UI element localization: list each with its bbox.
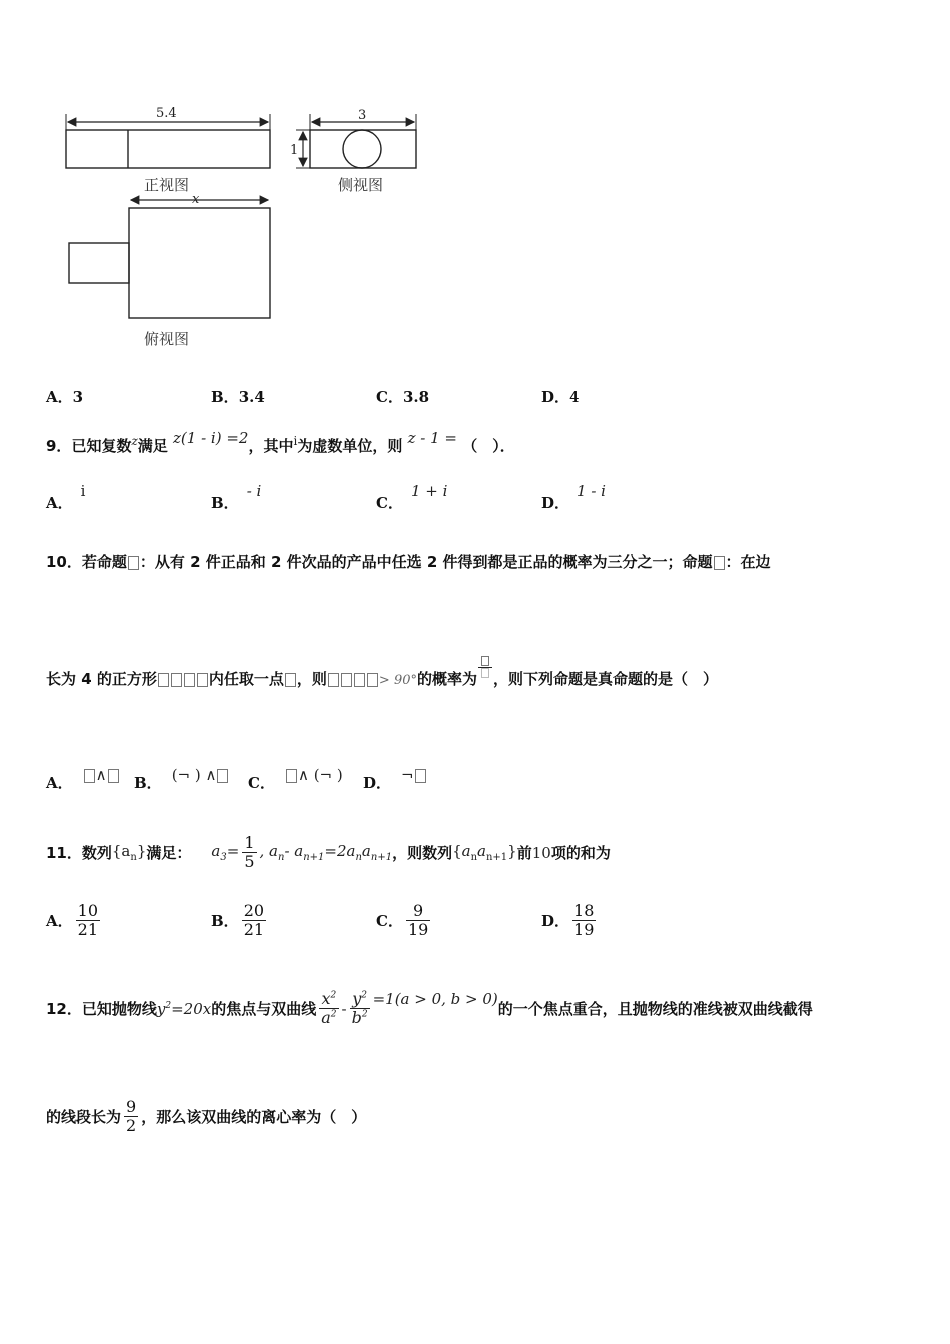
front-caption: 正视图	[144, 176, 190, 194]
option-letter: C．	[376, 494, 403, 512]
option-text: i	[80, 482, 86, 500]
stem-text: ，则	[296, 670, 327, 688]
front-dim-label: 5.4	[156, 106, 177, 121]
option-text: 1 - i	[577, 482, 606, 500]
q9-stem	[46, 429, 515, 456]
stem-text: 满足：	[146, 844, 192, 863]
minus-sign: -	[341, 999, 347, 1018]
top-caption: 俯视图	[144, 330, 190, 348]
option-letter: B．	[211, 494, 239, 512]
q9-option-d[interactable]	[541, 482, 606, 513]
option-letter: C．	[248, 774, 275, 792]
option-letter: C．	[376, 912, 403, 931]
option-fraction: $\frac{10}{21}$	[77, 901, 98, 940]
stem-text: 已知复数	[71, 437, 132, 455]
three-view-figure	[0, 0, 450, 360]
stem-text: 若命题	[81, 553, 127, 571]
placeholder-vertex	[158, 673, 169, 687]
stem-text: 项的和为	[550, 844, 611, 863]
stem-text: 已知抛物线	[81, 1000, 157, 1019]
placeholder-q	[217, 769, 228, 783]
side-view	[290, 108, 416, 194]
stem-text: ，其中	[248, 437, 294, 455]
stem-text: ，则数列	[392, 844, 453, 863]
fraction-nine-halves: $\frac{9}{2}$	[126, 1097, 137, 1136]
placeholder-p	[84, 769, 95, 783]
top-view	[69, 192, 270, 348]
front-view	[66, 106, 270, 194]
stem-text: 为虚数单位，则	[297, 437, 403, 455]
option-letter: C．	[376, 388, 403, 406]
stem-text: 的一个焦点重合，且抛物线的准线被双曲线截得	[497, 1000, 813, 1019]
option-letter: A．	[46, 912, 73, 931]
q10-option-a[interactable]	[46, 766, 120, 793]
option-letter: A．	[46, 388, 73, 406]
question-number: 10．	[46, 553, 82, 571]
probability-fraction	[478, 656, 492, 679]
placeholder-vertex	[197, 673, 208, 687]
placeholder-p	[286, 769, 297, 783]
option-fraction: $\frac{9}{19}$	[407, 901, 429, 940]
math-expression: z - 1 =	[407, 429, 457, 447]
option-text: 3	[72, 388, 84, 406]
number-ten: 10	[531, 843, 551, 862]
math-angle: > 90°	[378, 673, 417, 688]
option-letter: A．	[46, 774, 73, 792]
placeholder-q	[415, 769, 426, 783]
placeholder-angle	[354, 673, 365, 687]
sequence-anan1: $\{a_na_{n+1}\}$	[452, 842, 517, 864]
stem-text: 前	[516, 844, 532, 863]
option-text: - i	[246, 482, 262, 500]
math-equation: z(1 - i) =2	[173, 429, 249, 447]
question-number: 11．	[46, 844, 82, 863]
option-text: ¬	[401, 766, 414, 784]
option-letter: D．	[541, 388, 570, 406]
side-caption: 侧视图	[338, 176, 384, 194]
question-number: 12．	[46, 1000, 82, 1019]
placeholder-vertex	[184, 673, 195, 687]
stem-text: 数列	[81, 844, 112, 863]
stem-text: 满足	[137, 437, 168, 455]
placeholder-symbol-p	[128, 556, 139, 570]
q12-stem-line2	[46, 1098, 366, 1136]
option-letter: D．	[541, 494, 570, 512]
q10-option-c[interactable]	[248, 766, 343, 793]
stem-text: 的概率为	[417, 670, 478, 688]
math-parabola: $y^2=20x$	[156, 999, 212, 1018]
math-recurrence: , $a_n-$ $a_{n+1}=2a_na_{n+1}$	[259, 842, 393, 864]
math-z: z	[131, 434, 138, 448]
option-text: 1 + i	[410, 482, 448, 500]
side-dim-label: 3	[358, 108, 367, 123]
question-number: 9．	[46, 437, 72, 455]
q10-stem-line2	[46, 668, 718, 691]
placeholder-point	[285, 673, 296, 687]
math-condition: $a_3=$	[211, 842, 240, 864]
placeholder-symbol-q	[714, 556, 725, 570]
fraction-x2-a2: $\frac{x^2}{a^2}$	[321, 989, 337, 1028]
stem-text: ，那么该双曲线的离心率为（ ）	[141, 1108, 367, 1127]
fraction-one-fifth: $\frac{1}{5}$	[244, 833, 255, 872]
option-letter: B．	[211, 912, 239, 931]
q9-option-a[interactable]	[46, 482, 86, 513]
option-text: (¬ ) ∧	[171, 766, 217, 784]
placeholder-vertex	[171, 673, 182, 687]
placeholder-angle	[341, 673, 352, 687]
q8-option-a[interactable]	[46, 386, 83, 407]
option-fraction: $\frac{18}{19}$	[574, 901, 595, 940]
stem-text: ，则下列命题是真命题的是（ ）	[493, 670, 719, 688]
q11-option-c[interactable]	[376, 902, 433, 940]
q8-option-c[interactable]	[376, 386, 429, 407]
sequence-an: $\{a_n\}$	[111, 842, 147, 864]
option-letter: B．	[134, 774, 162, 792]
q11-option-d[interactable]	[541, 902, 599, 940]
option-text: 3.8	[402, 388, 430, 406]
top-dim-label: x	[192, 192, 200, 207]
stem-text: 的焦点与双曲线	[211, 1000, 317, 1019]
stem-text: 长为 4 的正方形	[46, 670, 157, 688]
placeholder-q	[108, 769, 119, 783]
placeholder-angle	[328, 673, 339, 687]
stem-text: 的线段长为	[46, 1108, 122, 1127]
option-text: 4	[569, 388, 580, 406]
option-text: 3.4	[238, 388, 265, 406]
q10-stem-line1	[46, 551, 771, 572]
q10-option-b[interactable]	[134, 766, 229, 793]
option-fraction: $\frac{20}{21}$	[243, 901, 265, 940]
option-text: ∧	[95, 766, 107, 784]
stem-text: 内任取一点	[208, 670, 284, 688]
option-text: ∧ (¬ )	[297, 766, 343, 784]
option-letter: B．	[211, 388, 239, 406]
stem-text: ：在边	[725, 553, 771, 571]
math-i: i	[293, 434, 298, 448]
placeholder-angle	[367, 673, 378, 687]
option-letter: A．	[46, 494, 73, 512]
q12-stem-line1	[46, 990, 813, 1028]
q11-option-a[interactable]	[46, 902, 103, 940]
option-letter: D．	[363, 774, 392, 792]
math-condition: =1(a > 0, b > 0)	[372, 989, 498, 1008]
q9-option-c[interactable]	[376, 482, 448, 513]
q8-option-d[interactable]	[541, 386, 579, 407]
q9-option-b[interactable]	[211, 482, 262, 513]
q11-stem	[46, 834, 611, 872]
q11-option-b[interactable]	[211, 902, 269, 940]
option-letter: D．	[541, 912, 570, 931]
stem-text: （ ）．	[462, 437, 515, 455]
q10-option-d[interactable]	[363, 766, 427, 793]
fraction-y2-b2: $\frac{y^2}{b^2}$	[351, 989, 368, 1028]
stem-text: ：从有 2 件正品和 2 件次品的产品中任选 2 件得到都是正品的概率为三分之一；命题	[139, 553, 713, 571]
height-dim-label: 1	[290, 143, 299, 158]
q8-option-b[interactable]	[211, 386, 265, 407]
